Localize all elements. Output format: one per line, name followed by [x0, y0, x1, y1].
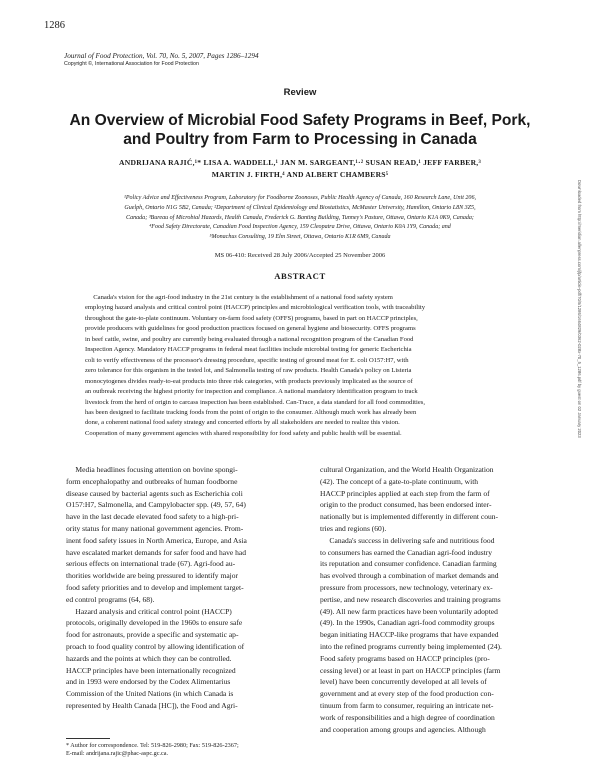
- body-text-line: Hazard analysis and critical control point (HACCP): [66, 606, 232, 616]
- body-text-line: food safety priorities and to develop and implement target-: [66, 582, 244, 592]
- footnote-line: * Author for correspondence. Tel: 519-826-2980; Fax: 519-826-2367;: [66, 742, 239, 749]
- affiliation-line: ⁵Monachus Consulting, 19 Elm Street, Ottawa, Ontario K1R 6M9, Canada: [209, 234, 391, 241]
- body-text-line: cultural Organization, and the World Health Organization: [320, 465, 494, 474]
- affiliation-line: Canada; ³Bureau of Microbial Hazards, Health Canada, Frederick G. Banting Building, Tunney's Pasture, Ottawa, Ontario K1A 0K9, Canada;: [126, 214, 474, 221]
- abstract-line: zero tolerance for this organism in the tested lot, and Salmonella testing of raw products. Health Canada's policy on Listeria: [85, 367, 412, 375]
- abstract-line: an outbreak receiving the highest priority for inspection and compliance. A national mandatory identification program to track: [85, 388, 418, 396]
- correspondence-footnote: [66, 742, 239, 759]
- body-text-line: and cooperation among groups and agencies. Although: [320, 724, 486, 734]
- body-column-right: [320, 464, 542, 735]
- body-text-line: tinuum from farm to consumer, requiring an intricate net-: [320, 700, 494, 710]
- body-text-line: serious effects on international trade (67). Agri-food au-: [66, 559, 236, 569]
- abstract-body: [85, 293, 515, 439]
- received-dates: MS 06-410: Received 28 July 2006/Accepted 25 November 2006: [214, 252, 386, 259]
- body-text-line: to consumers has earned the Canadian agri-food industry: [320, 547, 493, 557]
- author-line: MARTIN J. FIRTH,⁴ AND ALBERT CHAMBERS⁵: [211, 170, 389, 179]
- abstract-line: Canada's vision for the agri-food industry in the 21st century is the establishment of a national food safety system: [85, 294, 393, 301]
- body-text-line: Commission of the United Nations (in which Canada is: [66, 689, 234, 699]
- title-line: An Overview of Microbial Food Safety Programs in Beef, Pork,: [69, 112, 531, 129]
- article-title: [40, 111, 560, 149]
- footnote-line: E-mail: andrijana.rajic@phac-aspc.gc.ca.: [66, 750, 169, 758]
- body-text-line: (49). All new farm practices have been voluntarily adopted: [320, 606, 498, 616]
- abstract-line: employing hazard analysis and critical control point (HACCP) principles and microbiological verification tools, with traceability: [85, 304, 426, 312]
- abstract-heading: ABSTRACT: [274, 271, 326, 281]
- copyright-line: Copyright ©, International Association for Food Protection: [64, 61, 199, 67]
- body-text-line: pertise, and new research discoveries and training programs: [320, 594, 501, 604]
- abstract-line: monocytogenes divides ready-to-eat products into three risk categories, with products previously implicated as the source of: [85, 377, 413, 385]
- body-text-line: nationally but is implemented differently in different coun-: [320, 512, 499, 522]
- affiliation-line: Guelph, Ontario N1G 5B2, Canada; ²Department of Clinical Epidemiology and Biostatistics, McMaster University, Hamilton, Ontario L8N 3Z5,: [124, 204, 476, 211]
- abstract-line: Inspection Agency. Mandatory HACCP programs in federal meat facilities include microbial testing for generic Escherichia: [85, 346, 412, 354]
- body-text-line: origin to the product consumed, has been endorsed inter-: [320, 500, 492, 510]
- body-text-line: O157:H7, Salmonella, and Campylobacter spp. (49, 57, 64): [66, 500, 246, 510]
- body-text-line: have in the last decade elevated food safety to a high-pri-: [66, 512, 239, 522]
- author-list: [40, 157, 560, 181]
- body-text-line: level) have been concurrently developed at all levels of: [320, 677, 487, 687]
- abstract-line: Cooperation of many government agencies with shared responsibility for food safety and public health will be essential.: [85, 429, 402, 437]
- body-text-line: have escalated market demands for safer food and have had: [66, 547, 246, 557]
- body-text-line: work of responsibilities and a high degree of coordination: [320, 712, 495, 722]
- section-label: Review: [283, 87, 317, 98]
- body-text-line: Media headlines focusing attention on bovine spongi-: [66, 465, 238, 474]
- body-text-line: protocols, originally developed in the 1960s to ensure safe: [66, 618, 243, 628]
- body-text-line: ority status for many national government agencies. Prom-: [66, 523, 244, 533]
- body-text-line: Canada's success in delivering safe and nutritious food: [320, 535, 495, 545]
- abstract-line: livestock from the herd of origin to carcass inspection has been established. Can-Trace, a data standard for all food commodities,: [85, 398, 425, 406]
- body-text-line: thorities worldwide are being pressured to identify major: [66, 571, 239, 581]
- body-text-line: pressure from processors, new technology, veterinary ex-: [320, 582, 493, 592]
- body-text-line: food for astronauts, provide a specific and systematic ap-: [66, 630, 239, 640]
- page-number: 1286: [44, 20, 65, 31]
- abstract-line: in beef cattle, swine, and poultry are currently being evaluated through a national recognition program of the Canadian Food: [85, 335, 414, 343]
- author-line: ANDRIJANA RAJIĆ,¹* LISA A. WADDELL,¹ JAN M. SARGEANT,¹·² SUSAN READ,¹ JEFF FARBER,³: [119, 158, 481, 167]
- affiliations: [64, 194, 536, 243]
- body-text-line: tries and regions (60).: [320, 523, 387, 533]
- body-text-line: cessing level) or at least in part on HACCP principles (farm: [320, 665, 501, 675]
- body-text-line: into the refined programs currently being implemented (24).: [320, 641, 502, 651]
- journal-citation: Journal of Food Protection, Vol. 70, No. 5, 2007, Pages 1286–1294: [64, 52, 259, 60]
- body-text-line: and in 1993 were endorsed by the Codex Alimentarius: [66, 677, 231, 687]
- abstract-line: provide producers with guidelines for good production practices focused on general hygiene and biosecurity. OFFS programs: [85, 325, 416, 333]
- body-text-line: proach to food quality control by allowing identification of: [66, 641, 245, 651]
- body-text-line: represented by Health Canada [HC]), the Food and Agri-: [66, 700, 238, 710]
- body-text-line: HACCP principles have been internationally recognized: [66, 665, 236, 675]
- body-text-line: government and at every step of the food production con-: [320, 689, 494, 699]
- body-text-line: its reputation and consumer confidence. Canadian farming: [320, 559, 497, 569]
- footnote-divider: [66, 738, 110, 739]
- title-line: and Poultry from Farm to Processing in Canada: [123, 131, 477, 148]
- body-text-line: (49). In the 1990s, Canadian agri-food commodity groups: [320, 618, 495, 628]
- body-text-line: inent food safety issues in North America, Europe, and Asia: [66, 535, 247, 545]
- affiliation-line: ⁴Food Safety Directorate, Canadian Food Inspection Agency, 159 Cleopatra Drive, Ottawa, Ontario K0A 1Y9, Canada; and: [149, 224, 451, 231]
- body-text-line: ed control programs (64, 68).: [66, 594, 155, 604]
- body-text-line: has evolved through a combination of market demands and: [320, 571, 499, 581]
- download-watermark: Downloaded from http://meridian.allenpress.com/jfp/article-pdf/70/5/1286/1664829/0362-028x-70_5_1286.pdf by guest on 02 January 2023: [577, 180, 582, 438]
- affiliation-line: ¹Policy Advice and Effectiveness Program, Laboratory for Foodborne Zoonoses, Public Health Agency of Canada, 160 Research Lane, Unit 206,: [124, 195, 476, 201]
- body-text-line: HACCP principles applied at each step from the farm of: [320, 488, 490, 498]
- body-text-line: began initiating HACCP-like programs that have expanded: [320, 630, 499, 640]
- body-text-line: form encephalopathy and outbreaks of human foodborne: [66, 476, 238, 486]
- abstract-line: throughout the gate-to-plate continuum. Voluntary on-farm food safety (OFFS) programs, based in part on HACCP principles,: [85, 314, 418, 322]
- body-text-line: disease caused by bacterial agents such as Escherichia coli: [66, 488, 243, 498]
- body-text-line: Food safety programs based on HACCP principles (pro-: [320, 653, 490, 663]
- abstract-line: done, a coherent national food safety strategy and concerted efforts by all stakeholders are needed to realize this vision.: [85, 419, 400, 427]
- body-column-left: [66, 464, 288, 712]
- abstract-line: coli to verify effectiveness of the processor's dressing procedure, specific testing of ground meat for E. coli O157:H7, with: [85, 356, 409, 364]
- body-text-line: hazards and the points at which they can be controlled.: [66, 653, 232, 663]
- body-text-line: (42). The concept of a gate-to-plate continuum, with: [320, 476, 479, 486]
- abstract-line: has been designed to facilitate tracking foods from the point of origin to the consumer. Although much work has already been: [85, 408, 417, 416]
